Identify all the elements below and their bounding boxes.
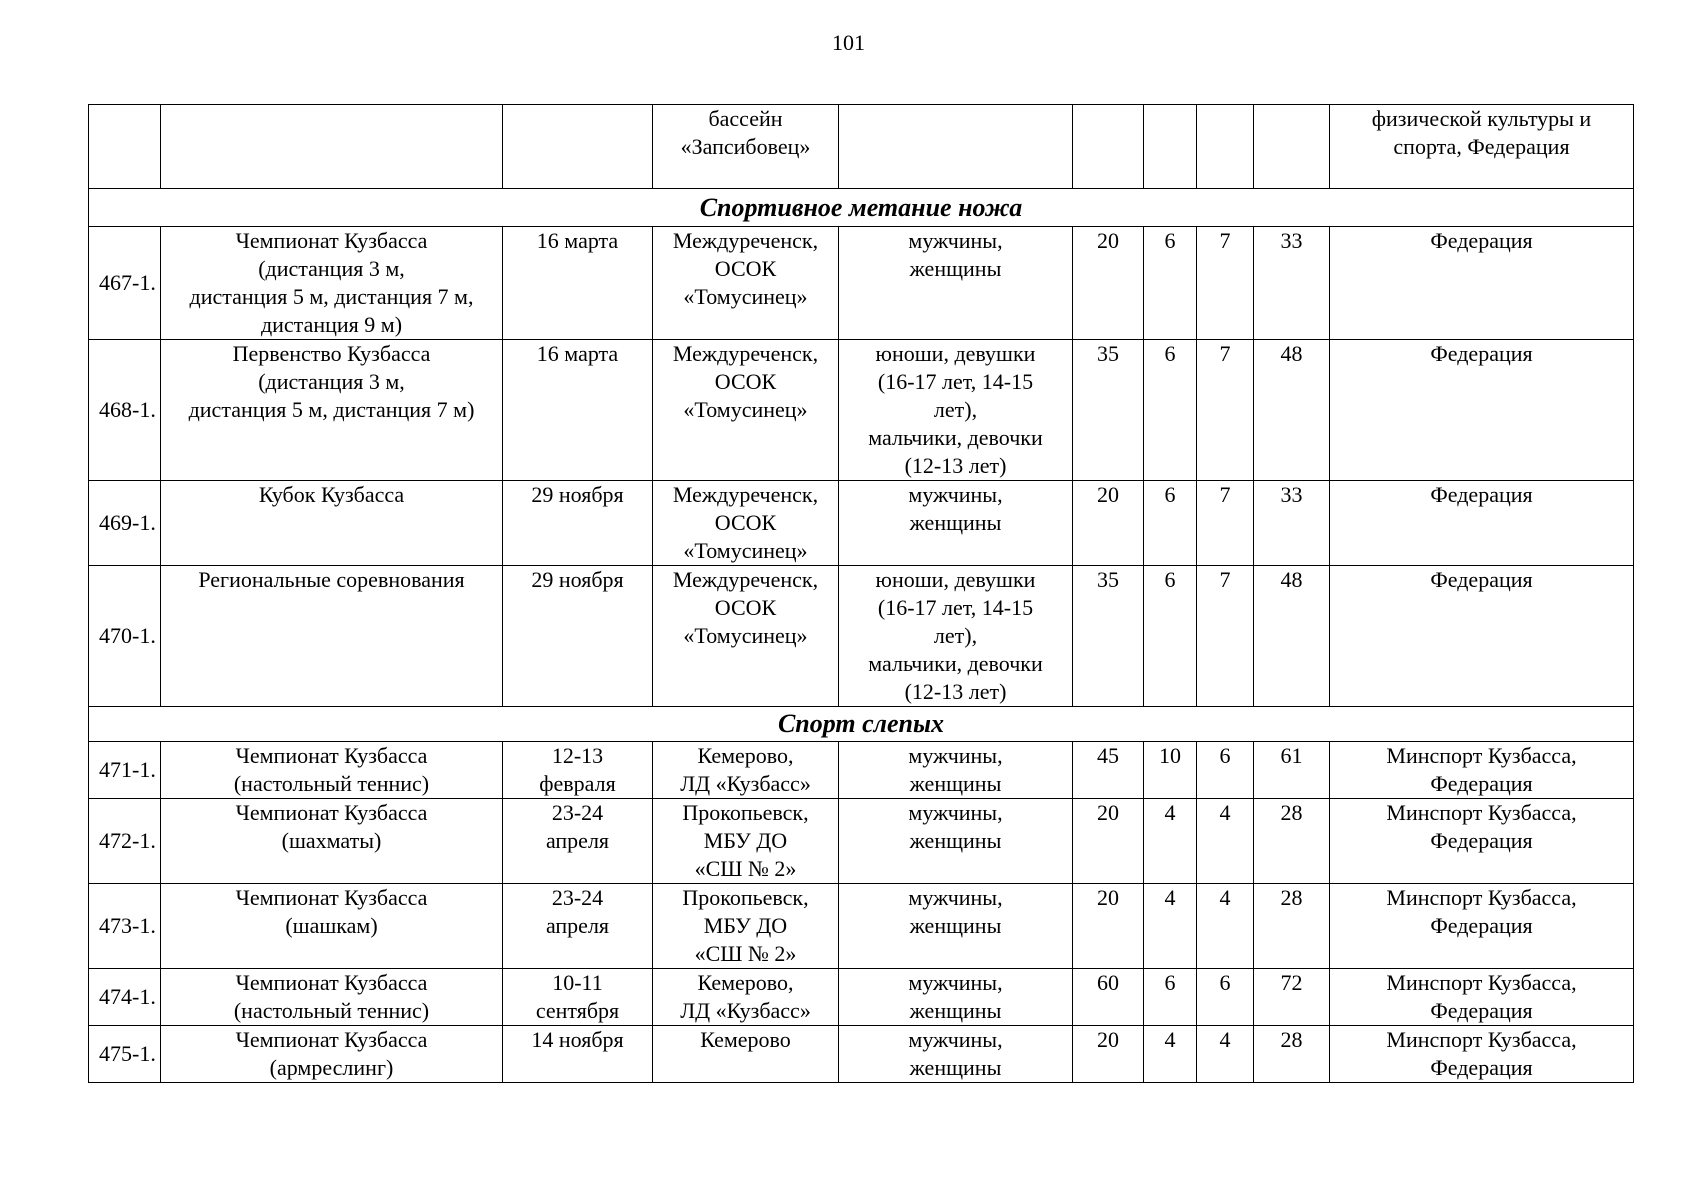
- cell-event: [161, 105, 503, 189]
- cell-count-2: 4: [1144, 1026, 1197, 1083]
- cell-count-1: 20: [1073, 884, 1144, 969]
- cell-participants: мужчины, женщины: [839, 227, 1073, 340]
- cell-event: Чемпионат Кузбасса (дистанция 3 м, дистанция 5 м, дистанция 7 м, дистанция 9 м): [161, 227, 503, 340]
- cell-count-3: 6: [1197, 742, 1254, 799]
- table-row: [89, 799, 1634, 884]
- cell-count-2: 6: [1144, 566, 1197, 707]
- cell-num: 467-1.: [89, 227, 161, 340]
- continuation-row: [89, 105, 1634, 189]
- cell-date: 14 ноября: [503, 1026, 653, 1083]
- cell-participants: юноши, девушки (16-17 лет, 14-15 лет), мальчики, девочки (12-13 лет): [839, 566, 1073, 707]
- page-number: 101: [832, 30, 865, 55]
- cell-event: Первенство Кузбасса (дистанция 3 м, дистанция 5 м, дистанция 7 м): [161, 340, 503, 481]
- cell-count-2: 4: [1144, 884, 1197, 969]
- cell-num: 473-1.: [89, 884, 161, 969]
- cell-organizer: Федерация: [1330, 340, 1634, 481]
- cell-count-2: [1144, 105, 1197, 189]
- cell-num: 471-1.: [89, 742, 161, 799]
- cell-venue: Прокопьевск, МБУ ДО «СШ № 2»: [653, 884, 839, 969]
- cell-date: 16 марта: [503, 227, 653, 340]
- cell-date: 10-11 сентября: [503, 969, 653, 1026]
- cell-count-1: 35: [1073, 340, 1144, 481]
- cell-count-1: 45: [1073, 742, 1144, 799]
- cell-venue: Кемерово, ЛД «Кузбасс»: [653, 742, 839, 799]
- cell-participants: мужчины, женщины: [839, 969, 1073, 1026]
- cell-organizer: Федерация: [1330, 566, 1634, 707]
- cell-count-3: 7: [1197, 566, 1254, 707]
- cell-date: 23-24 апреля: [503, 799, 653, 884]
- cell-venue: Прокопьевск, МБУ ДО «СШ № 2»: [653, 799, 839, 884]
- table-row: [89, 742, 1634, 799]
- cell-event: Региональные соревнования: [161, 566, 503, 707]
- cell-count-1: 20: [1073, 799, 1144, 884]
- cell-date: 29 ноября: [503, 481, 653, 566]
- cell-venue: бассейн «Запсибовец»: [653, 105, 839, 189]
- cell-venue: Междуреченск, ОСОК «Томусинец»: [653, 227, 839, 340]
- cell-date: 23-24 апреля: [503, 884, 653, 969]
- cell-count-1: [1073, 105, 1144, 189]
- cell-count-2: 6: [1144, 340, 1197, 481]
- cell-event: Чемпионат Кузбасса (шахматы): [161, 799, 503, 884]
- cell-num: [89, 105, 161, 189]
- cell-participants: мужчины, женщины: [839, 481, 1073, 566]
- cell-event: Чемпионат Кузбасса (настольный теннис): [161, 969, 503, 1026]
- cell-event: Чемпионат Кузбасса (настольный теннис): [161, 742, 503, 799]
- section-title: Спорт слепых: [89, 707, 1634, 742]
- cell-count-total: 28: [1254, 1026, 1330, 1083]
- cell-count-3: 4: [1197, 884, 1254, 969]
- cell-count-2: 4: [1144, 799, 1197, 884]
- cell-num: 474-1.: [89, 969, 161, 1026]
- cell-count-3: 6: [1197, 969, 1254, 1026]
- cell-organizer: физической культуры и спорта, Федерация: [1330, 105, 1634, 189]
- cell-count-total: 33: [1254, 481, 1330, 566]
- cell-count-total: [1254, 105, 1330, 189]
- cell-event: Кубок Кузбасса: [161, 481, 503, 566]
- table-row: [89, 227, 1634, 340]
- cell-organizer: Минспорт Кузбасса, Федерация: [1330, 1026, 1634, 1083]
- table-row: [89, 969, 1634, 1026]
- cell-participants: мужчины, женщины: [839, 742, 1073, 799]
- cell-count-2: 6: [1144, 969, 1197, 1026]
- table-row: [89, 884, 1634, 969]
- cell-venue: Кемерово: [653, 1026, 839, 1083]
- cell-organizer: Федерация: [1330, 227, 1634, 340]
- cell-num: 468-1.: [89, 340, 161, 481]
- cell-participants: мужчины, женщины: [839, 799, 1073, 884]
- cell-participants: [839, 105, 1073, 189]
- cell-event: Чемпионат Кузбасса (шашкам): [161, 884, 503, 969]
- cell-count-3: [1197, 105, 1254, 189]
- cell-date: 29 ноября: [503, 566, 653, 707]
- cell-organizer: Федерация: [1330, 481, 1634, 566]
- cell-organizer: Минспорт Кузбасса, Федерация: [1330, 969, 1634, 1026]
- table-row: [89, 481, 1634, 566]
- cell-count-1: 20: [1073, 1026, 1144, 1083]
- section-title: Спортивное метание ножа: [89, 189, 1634, 227]
- events-table: [88, 104, 1634, 1083]
- table-row: [89, 1026, 1634, 1083]
- cell-venue: Междуреченск, ОСОК «Томусинец»: [653, 340, 839, 481]
- cell-count-3: 4: [1197, 1026, 1254, 1083]
- cell-num: 470-1.: [89, 566, 161, 707]
- cell-count-total: 61: [1254, 742, 1330, 799]
- cell-count-3: 7: [1197, 340, 1254, 481]
- cell-count-total: 48: [1254, 340, 1330, 481]
- cell-venue: Междуреченск, ОСОК «Томусинец»: [653, 566, 839, 707]
- cell-num: 475-1.: [89, 1026, 161, 1083]
- cell-count-2: 6: [1144, 481, 1197, 566]
- cell-date: 16 марта: [503, 340, 653, 481]
- cell-count-3: 7: [1197, 481, 1254, 566]
- cell-participants: мужчины, женщины: [839, 884, 1073, 969]
- cell-count-total: 48: [1254, 566, 1330, 707]
- cell-count-total: 72: [1254, 969, 1330, 1026]
- cell-organizer: Минспорт Кузбасса, Федерация: [1330, 799, 1634, 884]
- cell-venue: Междуреченск, ОСОК «Томусинец»: [653, 481, 839, 566]
- cell-count-total: 33: [1254, 227, 1330, 340]
- cell-count-1: 20: [1073, 481, 1144, 566]
- cell-count-1: 60: [1073, 969, 1144, 1026]
- cell-organizer: Минспорт Кузбасса, Федерация: [1330, 742, 1634, 799]
- table-row: [89, 340, 1634, 481]
- section-header-row: [89, 189, 1634, 227]
- cell-date: [503, 105, 653, 189]
- cell-count-2: 6: [1144, 227, 1197, 340]
- cell-count-3: 4: [1197, 799, 1254, 884]
- cell-participants: юноши, девушки (16-17 лет, 14-15 лет), мальчики, девочки (12-13 лет): [839, 340, 1073, 481]
- cell-count-1: 20: [1073, 227, 1144, 340]
- cell-count-3: 7: [1197, 227, 1254, 340]
- cell-count-total: 28: [1254, 799, 1330, 884]
- cell-venue: Кемерово, ЛД «Кузбасс»: [653, 969, 839, 1026]
- cell-date: 12-13 февраля: [503, 742, 653, 799]
- cell-organizer: Минспорт Кузбасса, Федерация: [1330, 884, 1634, 969]
- cell-count-total: 28: [1254, 884, 1330, 969]
- section-header-row: [89, 707, 1634, 742]
- cell-count-1: 35: [1073, 566, 1144, 707]
- cell-participants: мужчины, женщины: [839, 1026, 1073, 1083]
- cell-count-2: 10: [1144, 742, 1197, 799]
- table-row: [89, 566, 1634, 707]
- cell-event: Чемпионат Кузбасса (армреслинг): [161, 1026, 503, 1083]
- cell-num: 472-1.: [89, 799, 161, 884]
- cell-num: 469-1.: [89, 481, 161, 566]
